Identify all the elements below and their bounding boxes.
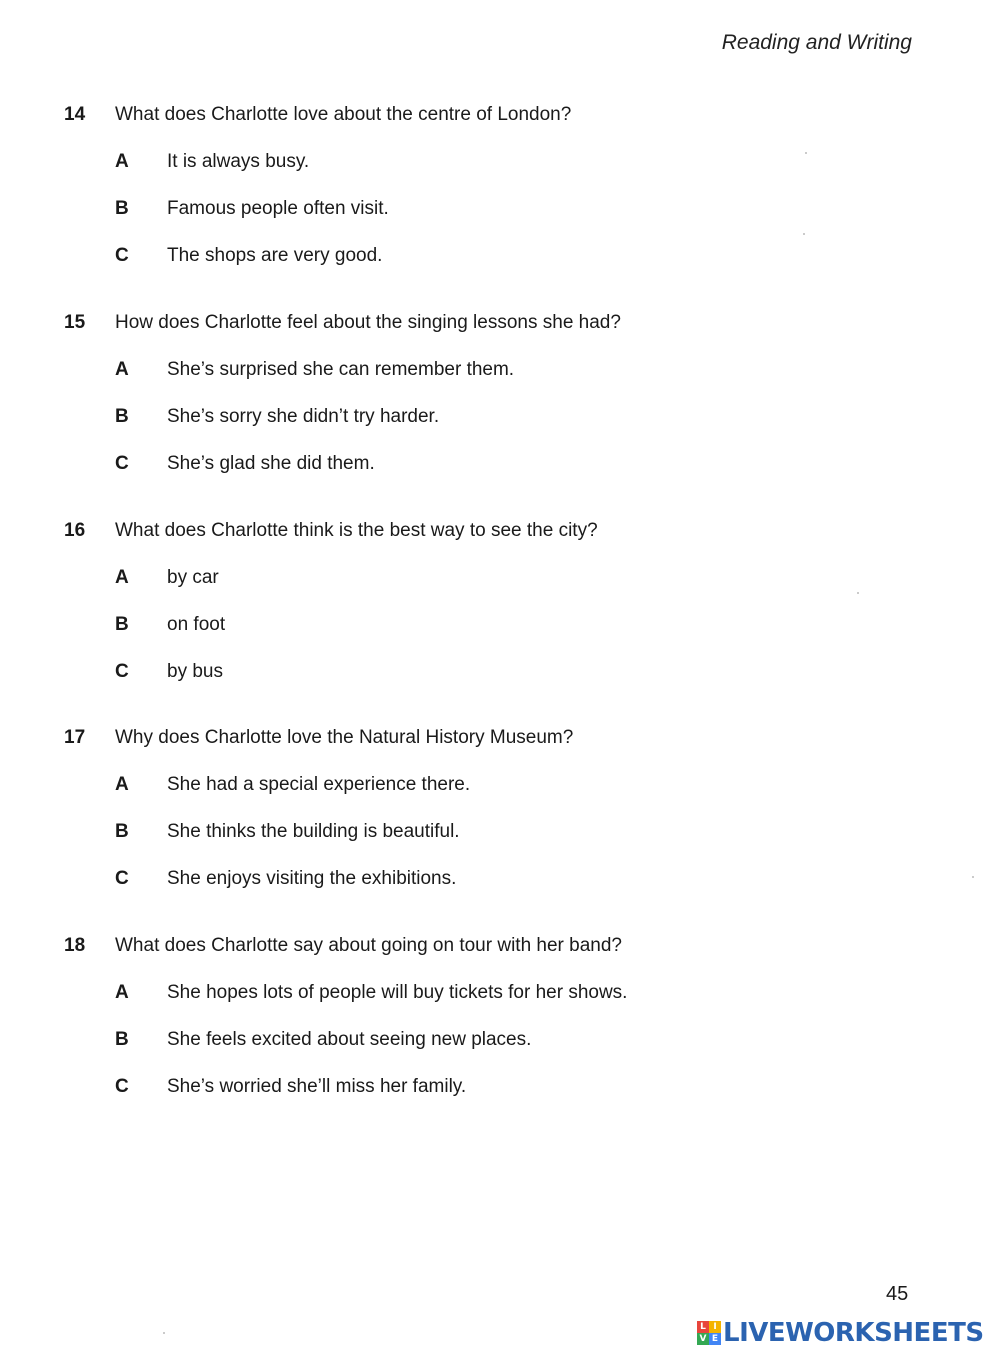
page-number: 45	[886, 1283, 909, 1305]
scan-speck	[805, 152, 807, 154]
option-text-b[interactable]: on foot	[167, 614, 226, 635]
liveworksheets-logo-text: LIVEWORKSHEETS	[723, 1318, 984, 1348]
option-letter-b[interactable]: B	[115, 198, 129, 219]
question-number: 16	[64, 520, 86, 541]
option-text-b[interactable]: Famous people often visit.	[167, 198, 389, 219]
option-text-c[interactable]: by bus	[167, 661, 223, 682]
question-number: 17	[64, 727, 86, 748]
option-text-a[interactable]: She’s surprised she can remember them.	[167, 359, 515, 380]
option-letter-c[interactable]: C	[115, 661, 129, 682]
option-letter-a[interactable]: A	[115, 567, 129, 588]
question-number: 15	[64, 312, 86, 333]
option-text-b[interactable]: She’s sorry she didn’t try harder.	[167, 406, 440, 427]
option-letter-b[interactable]: B	[115, 406, 129, 427]
option-letter-a[interactable]: A	[115, 982, 129, 1003]
option-letter-b[interactable]: B	[115, 821, 129, 842]
liveworksheets-logo[interactable]	[697, 1318, 984, 1348]
option-text-a[interactable]: It is always busy.	[167, 151, 310, 172]
option-letter-a[interactable]: A	[115, 151, 129, 172]
question-text: What does Charlotte think is the best way to see the city?	[115, 520, 598, 541]
logo-tile: E	[709, 1333, 721, 1345]
question-number: 18	[64, 935, 86, 956]
scan-speck	[972, 876, 974, 878]
option-letter-c[interactable]: C	[115, 868, 129, 889]
scan-speck	[803, 233, 805, 235]
liveworksheets-logo-icon	[697, 1321, 721, 1345]
question-text: What does Charlotte say about going on tour with her band?	[115, 935, 622, 956]
option-letter-c[interactable]: C	[115, 245, 129, 266]
question-number: 14	[64, 104, 86, 125]
option-letter-c[interactable]: C	[115, 1076, 129, 1097]
logo-tile: V	[697, 1333, 709, 1345]
option-text-c[interactable]: She’s glad she did them.	[167, 453, 375, 474]
option-text-b[interactable]: She feels excited about seeing new places.	[167, 1029, 532, 1050]
question-text: What does Charlotte love about the centre of London?	[115, 104, 572, 125]
page-header-title: Reading and Writing	[721, 31, 912, 54]
option-letter-c[interactable]: C	[115, 453, 129, 474]
scan-speck	[857, 592, 859, 594]
option-text-c[interactable]: She enjoys visiting the exhibitions.	[167, 868, 457, 889]
logo-tile: I	[709, 1321, 721, 1333]
question-text: How does Charlotte feel about the singing lessons she had?	[115, 312, 621, 333]
scan-speck	[163, 1332, 165, 1334]
option-letter-b[interactable]: B	[115, 1029, 129, 1050]
option-text-a[interactable]: She hopes lots of people will buy tickets for her shows.	[167, 982, 628, 1003]
option-letter-a[interactable]: A	[115, 359, 129, 380]
logo-tile: L	[697, 1321, 709, 1333]
option-text-c[interactable]: She’s worried she’ll miss her family.	[167, 1076, 467, 1097]
option-text-c[interactable]: The shops are very good.	[167, 245, 383, 266]
option-letter-a[interactable]: A	[115, 774, 129, 795]
option-text-a[interactable]: by car	[167, 567, 219, 588]
option-text-a[interactable]: She had a special experience there.	[167, 774, 471, 795]
question-text: Why does Charlotte love the Natural History Museum?	[115, 727, 574, 748]
option-letter-b[interactable]: B	[115, 614, 129, 635]
option-text-b[interactable]: She thinks the building is beautiful.	[167, 821, 460, 842]
